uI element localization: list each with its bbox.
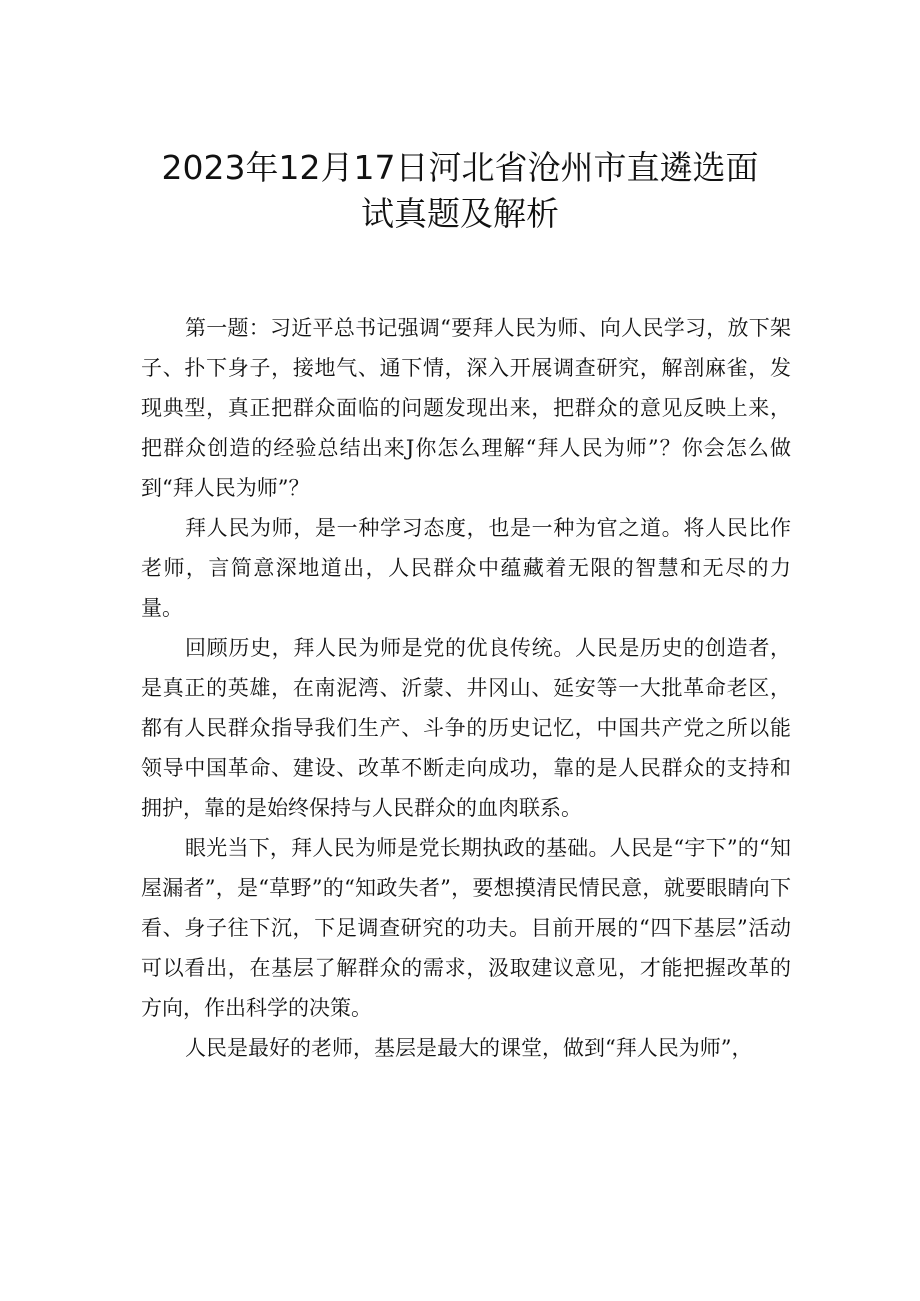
document-body xyxy=(141,308,791,1068)
paragraph-question: 第一题：习近平总书记强调“要拜人民为师、向人民学习，放下架子、扑下身子，接地气、通下情，深入开展调查研究，解剖麻雀，发现典型，真正把群众面临的问题发现出来，把群众的意见反映上来，把群众创造的经验总结出来J你怎么理解“拜人民为师”？你会怎么做到“拜人民为师”？ xyxy=(141,316,791,500)
paragraph-conclusion: 人民是最好的老师，基层是最大的课堂，做到“拜人民为师”， xyxy=(185,1036,753,1060)
document-title-line-1: 2023年12月17日河北省沧州市直遴选面 xyxy=(161,148,759,187)
document-title-line-2: 试真题及解析 xyxy=(361,194,559,233)
paragraph-history: 回顾历史，拜人民为师是党的优良传统。人民是历史的创造者，是真正的英雄，在南泥湾、沂蒙、井冈山、延安等一大批革命老区，都有人民群众指导我们生产、斗争的历史记忆，中国共产党之所以能领导中国革命、建设、改革不断走向成功，靠的是人民群众的支持和拥护，靠的是始终保持与人民群众的血肉联系。 xyxy=(141,636,791,820)
paragraph-definition: 拜人民为师，是一种学习态度，也是一种为官之道。将人民比作老师，言简意深地道出，人民群众中蕴藏着无限的智慧和无尽的力量。 xyxy=(141,516,791,620)
paragraph-present: 眼光当下，拜人民为师是党长期执政的基础。人民是“宇下”的“知屋漏者”，是“草野”的“知政失者”，要想摸清民情民意，就要眼睛向下看、身子往下沉，下足调查研究的功夫。目前开展的“四下基层”活动可以看出，在基层了解群众的需求，汲取建议意见，才能把握改革的方向，作出科学的决策。 xyxy=(141,836,791,1020)
